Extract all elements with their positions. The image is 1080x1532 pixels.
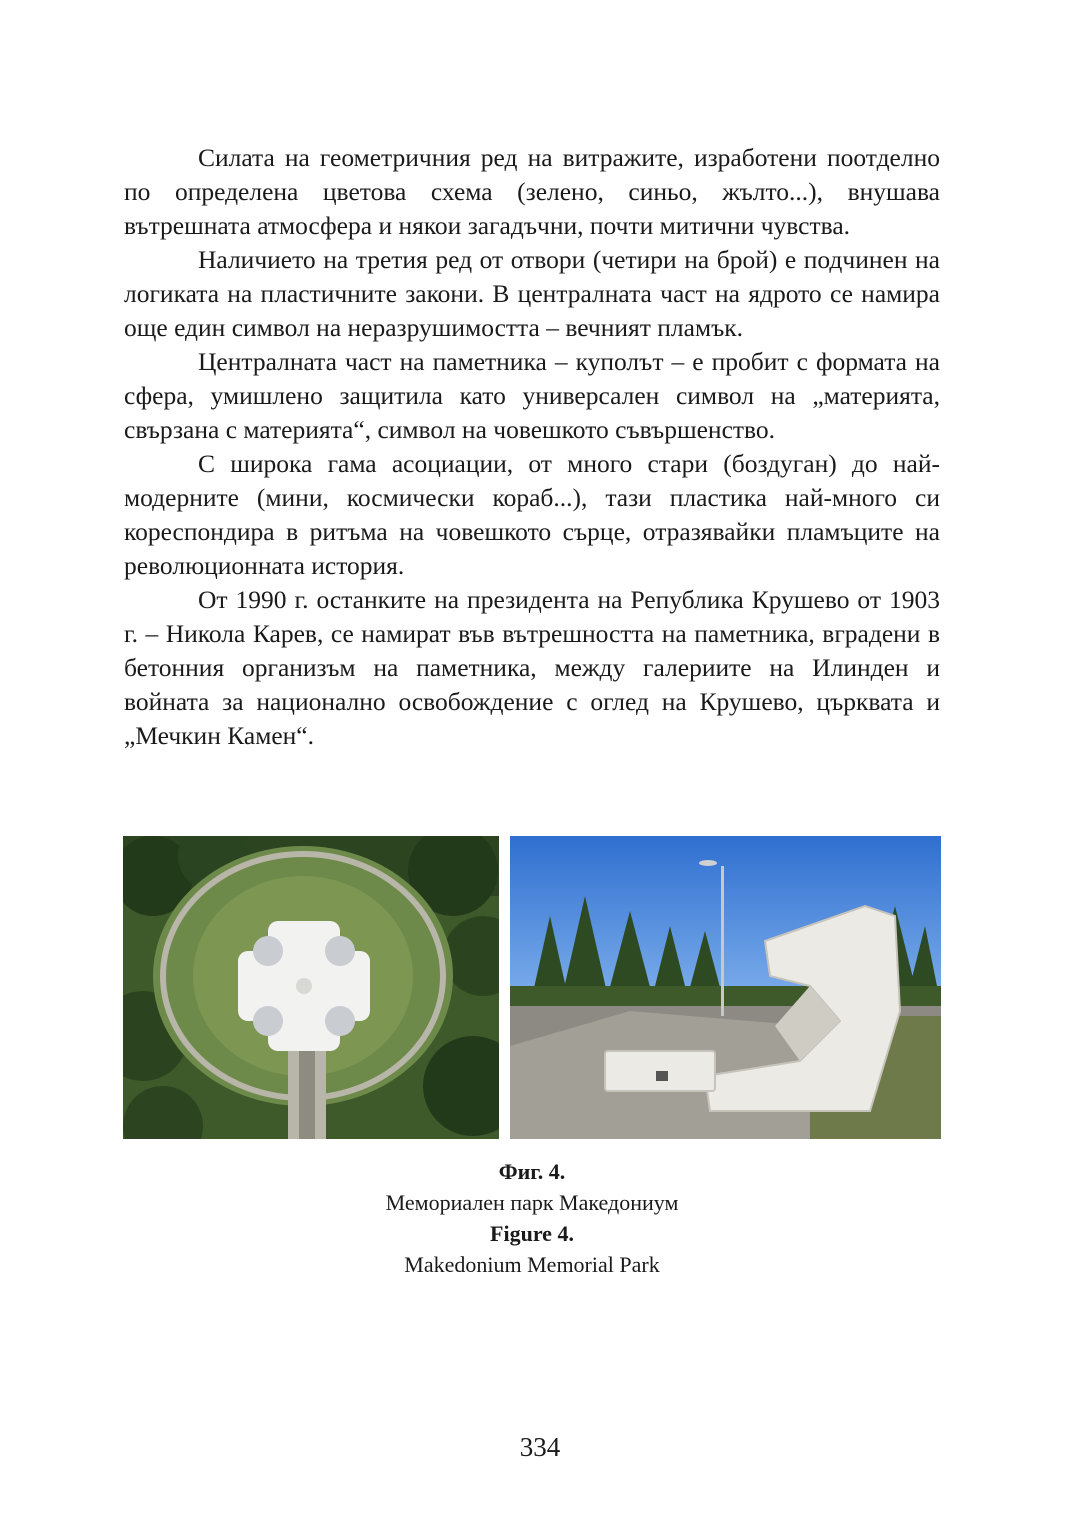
paragraph: Силата на геометричния ред на витражите, изработени поотделно по определена цветова схема (зелено, синьо, жълто...), внушава вътрешната атмосфера и някои загадъчни, почти митични чувства.: [124, 143, 940, 240]
figure-title-en: Makedonium Memorial Park: [404, 1252, 660, 1277]
paragraph: Централната част на паметника – куполът – е пробит с формата на сфера, умишлено защитила като универсален символ на „материята, свързана с материята“, символ на човешкото съвършенство.: [124, 347, 940, 444]
body-text: [124, 141, 940, 753]
paragraph: С широка гама асоциации, от много стари (боздуган) до най-модерните (мини, космически кораб...), тази пластика най-много си кореспондира в ритъма на човешкото сърце, отразявайки пламъците на революционната история.: [124, 449, 940, 580]
aerial-memorial-photo: [123, 836, 499, 1139]
paragraph: Наличието на третия ред от отвори (четири на брой) е подчинен на логиката на пластичните закони. В централната част на ядрото се намира още един символ на неразрушимостта – вечният пламък.: [124, 245, 940, 342]
paragraph: От 1990 г. останките на президента на Република Крушево от 1903 г. – Никола Карев, се намират във вътрешността на паметника, вградени в бетонния организъм на паметника, между галериите на Илинден и войната за национално освобождение с оглед на Крушево, църквата и „Мечкин Камен“.: [124, 585, 940, 750]
figure-title-bg: Мемориален парк Македониум: [385, 1190, 679, 1215]
figure-label-en: Figure 4.: [490, 1221, 574, 1246]
figure-caption: [124, 1156, 940, 1280]
page-number: 334: [519, 1432, 561, 1462]
figure-label-bg: Фиг. 4.: [498, 1159, 566, 1184]
sculpture-photo: [510, 836, 941, 1139]
figure-photos: [123, 836, 941, 1139]
